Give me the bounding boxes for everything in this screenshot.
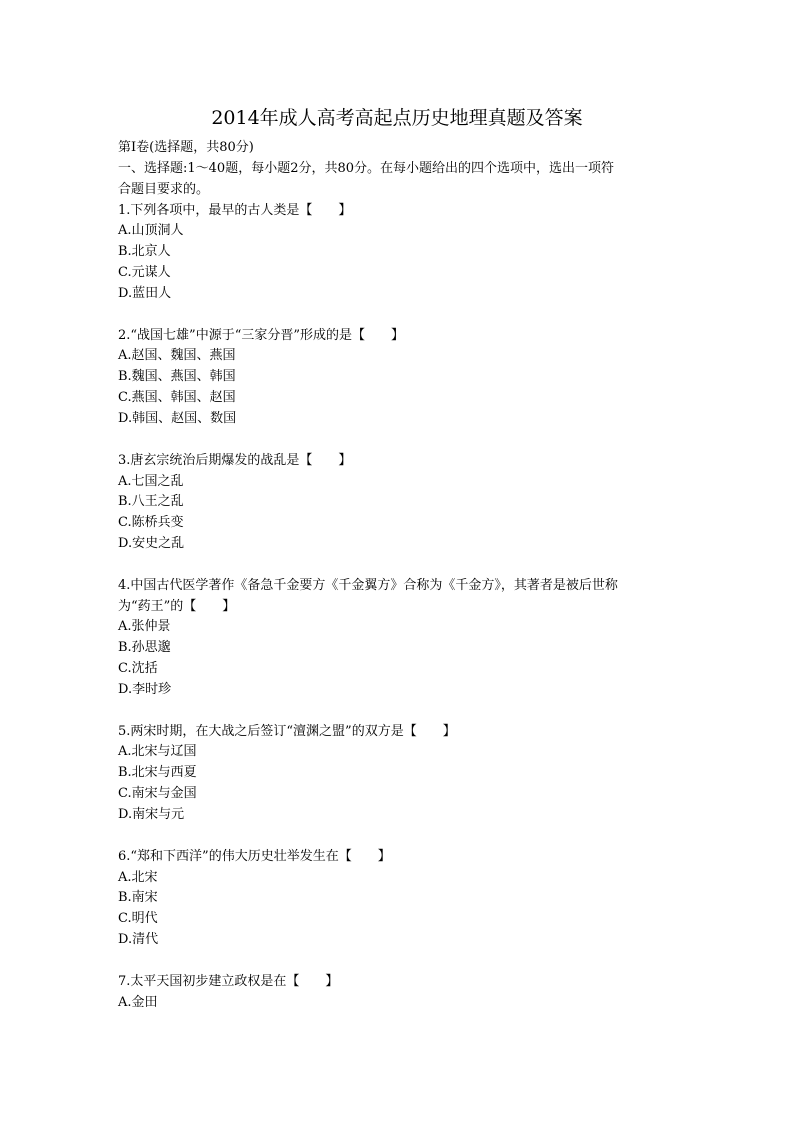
question-stem: 3.唐玄宗统治后期爆发的战乱是【 】 <box>118 452 352 468</box>
question-stem: 为“药王”的【 】 <box>118 598 236 614</box>
answer-option: A.张仲景 <box>118 619 171 635</box>
question-5 <box>118 722 678 826</box>
question-2 <box>118 326 678 430</box>
answer-option: B.南宋 <box>118 890 158 906</box>
answer-option: D.李时珍 <box>118 681 172 697</box>
answer-option: A.赵国、魏国、燕国 <box>118 348 236 364</box>
question-1 <box>118 201 678 305</box>
instructions-line: 一、选择题:1～40题，每小题2分，共80分。在每小题给出的四个选项中，选出一项符 <box>118 160 615 176</box>
question-6 <box>118 847 678 951</box>
answer-option: A.山顶洞人 <box>118 223 184 239</box>
answer-option: C.沈括 <box>118 661 158 677</box>
document-title: 2014年成人高考高起点历史地理真题及答案 <box>211 107 583 129</box>
instructions-line: 合题目要求的。 <box>118 181 210 197</box>
answer-option: C.燕国、韩国、赵国 <box>118 390 236 406</box>
answer-option: C.南宋与金国 <box>118 786 197 802</box>
question-7 <box>118 972 678 1014</box>
question-stem: 6.“郑和下西洋”的伟大历史壮举发生在【 】 <box>118 848 391 864</box>
answer-option: C.明代 <box>118 911 158 927</box>
answer-option: B.孙思邈 <box>118 640 171 656</box>
question-list <box>118 201 678 1014</box>
question-3 <box>118 451 678 555</box>
answer-option: B.魏国、燕国、韩国 <box>118 369 236 385</box>
answer-option: B.北京人 <box>118 244 171 260</box>
answer-option: A.金田 <box>118 994 158 1010</box>
question-stem: 5.两宋时期，在大战之后签订“澶渊之盟”的双方是【 】 <box>118 723 456 739</box>
answer-option: B.八王之乱 <box>118 494 184 510</box>
answer-option: A.北宋 <box>118 869 158 885</box>
question-4 <box>118 576 678 701</box>
answer-option: D.安史之乱 <box>118 536 185 552</box>
question-stem: 7.太平天国初步建立政权是在【 】 <box>118 973 339 989</box>
answer-option: B.北宋与西夏 <box>118 765 197 781</box>
question-stem: 1.下列各项中，最早的古人类是【 】 <box>118 202 352 218</box>
document-body <box>118 138 678 1034</box>
answer-option: A.北宋与辽国 <box>118 744 197 760</box>
question-stem: 4.中国古代医学著作《备急千金要方《千金翼方》合称为《千金方》，其著者是被后世称 <box>118 577 618 593</box>
answer-option: A.七国之乱 <box>118 473 184 489</box>
question-stem: 2.“战国七雄”中源于“三家分晋”形成的是【 】 <box>118 327 404 343</box>
answer-option: D.蓝田人 <box>118 285 172 301</box>
answer-option: C.陈桥兵变 <box>118 515 184 531</box>
answer-option: C.元谋人 <box>118 265 171 281</box>
answer-option: D.清代 <box>118 932 159 948</box>
answer-option: D.韩国、赵国、数国 <box>118 410 237 426</box>
section-heading: 第Ⅰ卷(选择题，共80分) <box>118 140 254 155</box>
answer-option: D.南宋与元 <box>118 807 185 822</box>
